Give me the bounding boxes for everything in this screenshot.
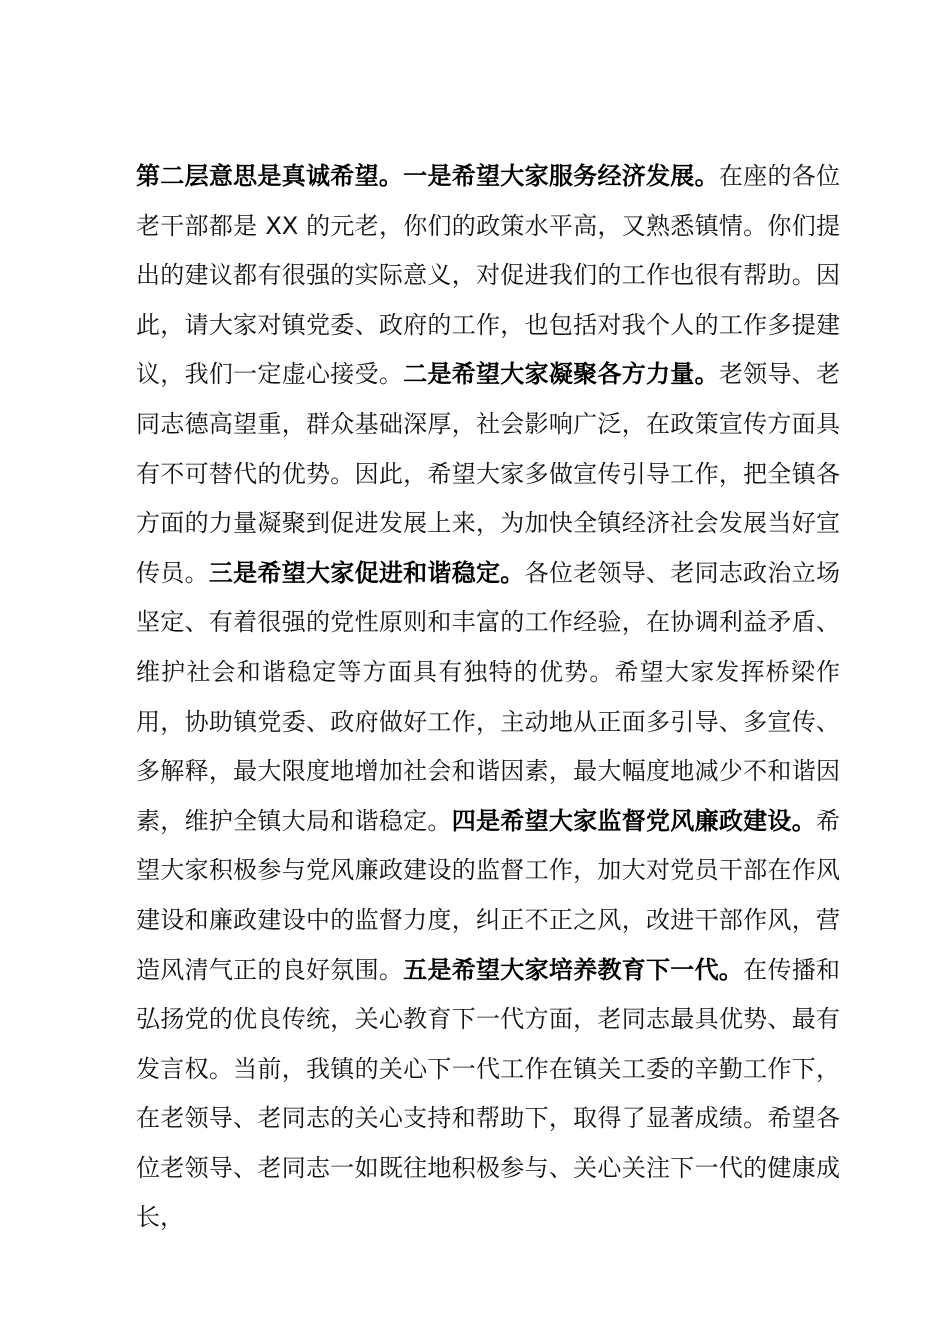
body-paragraph [136,152,840,1243]
section-heading: 第二层意思是真诚希望。 [136,162,404,190]
point-text-5: 在传播和弘扬党的优良传统，关心教育下一代方面，老同志最具优势、最有发言权。当前，我镇的关心下一代工作在镇关工委的辛勤工作下，在老领导、老同志的关心支持和帮助下，取得了显著成绩。希望各位老领导、老同志一如既往地积极参与、关心关注下一代的健康成长， [136,955,841,1232]
point-text-1: 在座的各位老干部都是 XX 的元老，你们的政策水平高，又熟悉镇情。你们提出的建议都有很强的实际意义，对促进我们的工作也很有帮助。因此，请大家对镇党委、政府的工作，也包括对我个人的工作多提建议，我们一定虚心接受。 [136,162,841,389]
point-heading-4: 四是希望大家监督党风廉政建设。 [451,806,817,835]
point-heading-1: 一是希望大家服务经济发展。 [403,162,719,190]
point-text-3: 各位老领导、老同志政治立场坚定、有着很强的党性原则和丰富的工作经验，在协调利益矛盾、维护社会和谐稳定等方面具有独特的优势。希望大家发挥桥梁作用，协助镇党委、政府做好工作，主动地从正面多引导、多宣传、多解释，最大限度地增加社会和谐因素，最大幅度地减少不和谐因素，维护全镇大局和谐稳定。 [136,558,841,835]
point-text-4: 希望大家积极参与党风廉政建设的监督工作，加大对党员干部在作风建设和廉政建设中的监督力度，纠正不正之风，改进干部作风，营造风清气正的良好氛围。 [136,806,841,984]
point-heading-3: 三是希望大家促进和谐稳定。 [208,558,525,587]
point-heading-5: 五是希望大家培养教育下一代。 [403,955,744,984]
point-heading-2: 二是希望大家凝聚各方力量。 [403,360,719,389]
point-text-2: 老领导、老同志德高望重，群众基础深厚，社会影响广泛，在政策宣传方面具有不可替代的优势。因此，希望大家多做宣传引导工作，把全镇各方面的力量凝聚到促进发展上来，为加快全镇经济社会发展当好宣传员。 [136,360,841,587]
